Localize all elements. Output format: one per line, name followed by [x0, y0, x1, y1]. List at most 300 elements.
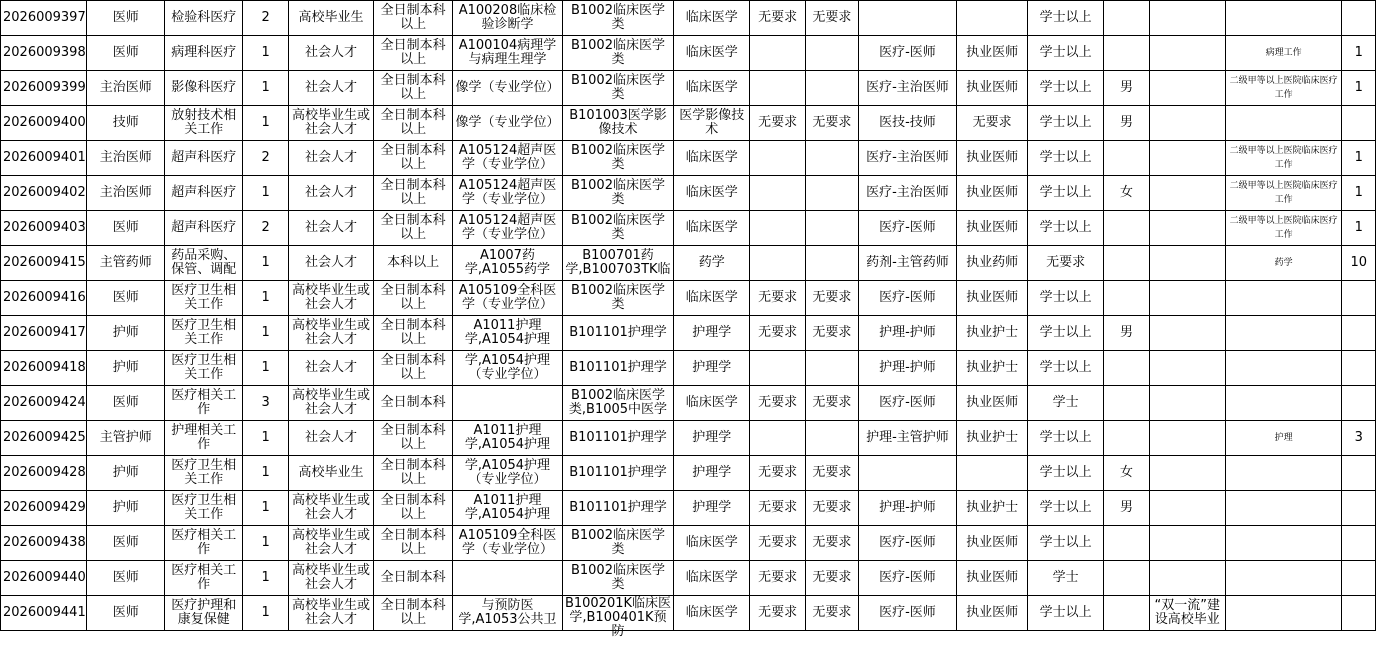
- experience-years-cell: [1342, 491, 1376, 526]
- undergrad-major-cell: [562, 595, 674, 639]
- major-name-cell: [674, 106, 750, 141]
- postgrad-major-text: 像学（专业学位）: [455, 80, 560, 95]
- major-name-text: 护理学: [692, 500, 732, 515]
- education-text: 全日制本科以上: [380, 108, 446, 137]
- degree-cell: [1028, 211, 1104, 246]
- education-cell: [374, 596, 453, 631]
- headcount-cell: [243, 106, 289, 141]
- applicant-type-cell: [288, 421, 373, 456]
- education-text: 全日制本科: [380, 395, 446, 410]
- qualification-text: 执业护士: [966, 430, 1019, 445]
- req-a-text: 无要求: [758, 465, 798, 480]
- experience-years-cell: [1342, 281, 1376, 316]
- undergrad-major-cell: [562, 176, 674, 211]
- work-experience-text: 二级甲等以上医院临床医疗工作: [1229, 146, 1338, 170]
- applicant-type-cell: [288, 596, 373, 631]
- qualification-cell: [957, 526, 1028, 561]
- title-category-text: 医技-技师: [879, 115, 936, 130]
- education-cell: [374, 281, 453, 316]
- job-duty-cell: [165, 421, 243, 456]
- degree-text: 学士以上: [1039, 150, 1092, 165]
- title-category-cell: [858, 596, 956, 631]
- post-name-text: 医师: [112, 290, 139, 305]
- work-experience-cell: [1225, 596, 1342, 631]
- postgrad-major-cell: [453, 176, 563, 211]
- applicant-type-cell: [288, 491, 373, 526]
- title-category-text: 医疗-主治医师: [866, 185, 949, 200]
- applicant-type-text: 社会人才: [305, 80, 358, 95]
- job-duty-text: 医疗相关工作: [171, 563, 237, 592]
- applicant-type-cell: [288, 176, 373, 211]
- job-duty-text: 医疗卫生相关工作: [171, 353, 237, 382]
- req-b-cell: [806, 386, 859, 421]
- headcount-cell: [243, 596, 289, 631]
- headcount-text: 1: [261, 500, 270, 515]
- title-category-cell: [858, 491, 956, 526]
- job-duty-cell: [165, 351, 243, 386]
- post-name-cell: [87, 106, 165, 141]
- req-a-cell: [750, 491, 806, 526]
- major-name-cell: [674, 1, 750, 36]
- headcount-text: 1: [261, 45, 270, 60]
- position-code-cell: [1, 246, 87, 281]
- headcount-text: 1: [261, 605, 270, 620]
- gender-cell: [1104, 421, 1150, 456]
- degree-cell: [1028, 246, 1104, 281]
- table-row: [1, 141, 1376, 176]
- post-name-cell: [87, 36, 165, 71]
- title-category-cell: [858, 246, 956, 281]
- req-a-text: 无要求: [758, 570, 798, 585]
- title-category-text: 医疗-主治医师: [866, 80, 949, 95]
- applicant-type-text: 社会人才: [305, 150, 358, 165]
- req-a-cell: [750, 71, 806, 106]
- post-name-cell: [87, 561, 165, 596]
- qualification-text: 执业医师: [966, 220, 1019, 235]
- position-code-text: 2026009428: [3, 465, 86, 480]
- gender-text: 男: [1119, 325, 1133, 340]
- major-name-cell: [674, 386, 750, 421]
- applicant-type-text: 社会人才: [305, 430, 358, 445]
- gender-cell: [1104, 561, 1150, 596]
- headcount-text: 1: [261, 290, 270, 305]
- education-text: 全日制本科以上: [380, 3, 446, 32]
- headcount-cell: [243, 456, 289, 491]
- post-name-text: 主管药师: [99, 255, 152, 270]
- applicant-type-text: 社会人才: [305, 255, 358, 270]
- table-row: [1, 211, 1376, 246]
- major-name-text: 临床医学: [685, 605, 738, 620]
- postgrad-major-cell: [453, 36, 563, 71]
- degree-text: 学士以上: [1039, 605, 1092, 620]
- education-text: 全日制本科以上: [380, 143, 446, 172]
- req-b-cell: [806, 526, 859, 561]
- job-duty-cell: [165, 71, 243, 106]
- education-text: 全日制本科以上: [380, 283, 446, 312]
- position-code-text: 2026009399: [3, 80, 86, 95]
- postgrad-major-text: 学,A1054护理（专业学位）: [464, 353, 551, 382]
- other-req-cell: [1149, 526, 1225, 561]
- req-a-cell: [750, 176, 806, 211]
- table-row: [1, 386, 1376, 421]
- postgrad-major-text: A100208临床检验诊断学: [458, 3, 557, 32]
- major-name-cell: [674, 281, 750, 316]
- degree-cell: [1028, 596, 1104, 631]
- headcount-text: 1: [261, 80, 270, 95]
- job-duty-text: 药品采购、保管、调配: [171, 248, 237, 277]
- position-code-text: 2026009441: [3, 605, 86, 620]
- req-b-text: 无要求: [812, 465, 852, 480]
- education-cell: [374, 1, 453, 36]
- work-experience-cell: [1225, 561, 1342, 596]
- table-row: [1, 176, 1376, 211]
- post-name-cell: [87, 491, 165, 526]
- major-name-cell: [674, 526, 750, 561]
- other-req-cell: [1149, 456, 1225, 491]
- post-name-text: 主治医师: [99, 150, 152, 165]
- undergrad-major-text: B100701药学,B100703TK临: [565, 248, 671, 277]
- postgrad-major-cell: [453, 106, 563, 141]
- work-experience-cell: [1225, 316, 1342, 351]
- education-text: 全日制本科以上: [380, 318, 446, 347]
- undergrad-major-text: B101101护理学: [569, 465, 667, 480]
- post-name-cell: [87, 176, 165, 211]
- job-duty-cell: [165, 561, 243, 596]
- job-duty-cell: [165, 281, 243, 316]
- education-cell: [374, 316, 453, 351]
- undergrad-major-cell: [562, 36, 674, 71]
- applicant-type-text: 高校毕业生或社会人才: [292, 388, 371, 417]
- undergrad-major-cell: [562, 491, 674, 526]
- education-cell: [374, 561, 453, 596]
- education-cell: [374, 421, 453, 456]
- postgrad-major-text: 学,A1054护理（专业学位）: [464, 458, 551, 487]
- qualification-cell: [957, 141, 1028, 176]
- title-category-cell: [858, 421, 956, 456]
- other-req-cell: [1149, 561, 1225, 596]
- qualification-cell: [957, 246, 1028, 281]
- experience-years-text: 1: [1354, 80, 1363, 95]
- qualification-cell: [957, 176, 1028, 211]
- req-b-text: 无要求: [812, 325, 852, 340]
- major-name-text: 临床医学: [685, 535, 738, 550]
- degree-cell: [1028, 316, 1104, 351]
- headcount-cell: [243, 211, 289, 246]
- degree-text: 学士以上: [1039, 10, 1092, 25]
- postgrad-major-text: A1007药学,A1055药学: [464, 248, 551, 277]
- degree-text: 学士以上: [1039, 290, 1092, 305]
- req-b-cell: [806, 596, 859, 631]
- other-req-cell: [1149, 386, 1225, 421]
- headcount-cell: [243, 281, 289, 316]
- req-b-cell: [806, 491, 859, 526]
- major-name-text: 护理学: [692, 430, 732, 445]
- degree-cell: [1028, 421, 1104, 456]
- gender-cell: [1104, 526, 1150, 561]
- work-experience-text: 二级甲等以上医院临床医疗工作: [1229, 76, 1338, 100]
- major-name-cell: [674, 596, 750, 631]
- undergrad-major-cell: [562, 106, 674, 141]
- req-a-cell: [750, 36, 806, 71]
- headcount-cell: [243, 246, 289, 281]
- job-duty-cell: [165, 526, 243, 561]
- experience-years-text: 10: [1350, 255, 1367, 270]
- undergrad-major-text: B1002临床医学类: [570, 563, 665, 592]
- postgrad-major-cell: [453, 211, 563, 246]
- position-code-cell: [1, 456, 87, 491]
- req-b-cell: [806, 211, 859, 246]
- table-row: [1, 561, 1376, 596]
- job-duty-cell: [165, 141, 243, 176]
- req-a-text: 无要求: [758, 115, 798, 130]
- applicant-type-cell: [288, 316, 373, 351]
- major-name-text: 护理学: [692, 325, 732, 340]
- education-text: 全日制本科以上: [380, 598, 446, 627]
- qualification-cell: [957, 71, 1028, 106]
- req-a-cell: [750, 351, 806, 386]
- degree-text: 学士以上: [1039, 45, 1092, 60]
- qualification-text: 执业医师: [966, 605, 1019, 620]
- major-name-text: 临床医学: [685, 395, 738, 410]
- undergrad-major-text: B1002临床医学类: [570, 3, 665, 32]
- post-name-text: 医师: [112, 10, 139, 25]
- qualification-cell: [957, 386, 1028, 421]
- education-text: 全日制本科以上: [380, 423, 446, 452]
- work-experience-text: 护理: [1274, 433, 1293, 443]
- headcount-cell: [243, 526, 289, 561]
- position-code-cell: [1, 526, 87, 561]
- qualification-text: 执业医师: [966, 570, 1019, 585]
- degree-cell: [1028, 1, 1104, 36]
- undergrad-major-cell: [562, 141, 674, 176]
- work-experience-text: 二级甲等以上医院临床医疗工作: [1229, 216, 1338, 240]
- title-category-cell: [858, 71, 956, 106]
- headcount-cell: [243, 351, 289, 386]
- experience-years-text: 1: [1354, 220, 1363, 235]
- position-code-text: 2026009400: [3, 115, 86, 130]
- table-row: [1, 106, 1376, 141]
- table-row: [1, 316, 1376, 351]
- post-name-text: 医师: [112, 535, 139, 550]
- qualification-cell: [957, 596, 1028, 631]
- title-category-text: 医疗-医师: [879, 605, 936, 620]
- undergrad-major-cell: [562, 211, 674, 246]
- undergrad-major-text: B101101护理学: [569, 500, 667, 515]
- undergrad-major-text: B100201K临床医学,B100401K预防: [564, 595, 672, 639]
- req-a-text: 无要求: [758, 535, 798, 550]
- position-code-cell: [1, 421, 87, 456]
- qualification-text: 执业医师: [966, 80, 1019, 95]
- post-name-text: 医师: [112, 395, 139, 410]
- headcount-text: 2: [261, 150, 270, 165]
- experience-years-cell: [1342, 596, 1376, 631]
- table-row: [1, 246, 1376, 281]
- undergrad-major-cell: [562, 316, 674, 351]
- applicant-type-text: 高校毕业生或社会人才: [292, 108, 371, 137]
- postgrad-major-cell: [453, 526, 563, 561]
- undergrad-major-cell: [562, 526, 674, 561]
- job-duty-text: 医疗卫生相关工作: [171, 493, 237, 522]
- applicant-type-cell: [288, 1, 373, 36]
- position-code-text: 2026009440: [3, 570, 86, 585]
- title-category-cell: [858, 176, 956, 211]
- education-cell: [374, 71, 453, 106]
- position-code-cell: [1, 596, 87, 631]
- degree-text: 学士以上: [1039, 220, 1092, 235]
- req-a-cell: [750, 596, 806, 631]
- req-b-cell: [806, 36, 859, 71]
- req-a-text: 无要求: [758, 325, 798, 340]
- headcount-text: 1: [261, 535, 270, 550]
- gender-text: 男: [1119, 80, 1133, 95]
- experience-years-cell: [1342, 456, 1376, 491]
- education-cell: [374, 386, 453, 421]
- postgrad-major-text: A105124超声医学（专业学位）: [458, 213, 557, 242]
- postgrad-major-text: A100104病理学与病理生理学: [458, 38, 557, 67]
- degree-cell: [1028, 36, 1104, 71]
- req-b-cell: [806, 106, 859, 141]
- other-req-cell: [1149, 491, 1225, 526]
- major-name-text: 临床医学: [685, 290, 738, 305]
- req-b-cell: [806, 456, 859, 491]
- position-code-text: 2026009418: [3, 360, 86, 375]
- title-category-cell: [858, 386, 956, 421]
- postgrad-major-cell: [453, 281, 563, 316]
- other-req-cell: [1149, 1, 1225, 36]
- degree-cell: [1028, 526, 1104, 561]
- job-duty-text: 检验科医疗: [171, 10, 237, 25]
- req-b-cell: [806, 281, 859, 316]
- education-cell: [374, 526, 453, 561]
- other-req-cell: [1149, 71, 1225, 106]
- applicant-type-text: 社会人才: [305, 185, 358, 200]
- position-code-text: 2026009438: [3, 535, 86, 550]
- other-req-cell: [1149, 596, 1225, 631]
- applicant-type-cell: [288, 141, 373, 176]
- work-experience-cell: [1225, 106, 1342, 141]
- undergrad-major-cell: [562, 1, 674, 36]
- undergrad-major-text: B101101护理学: [569, 360, 667, 375]
- major-name-text: 临床医学: [685, 80, 738, 95]
- undergrad-major-text: B1002临床医学类: [570, 283, 665, 312]
- job-duty-text: 护理相关工作: [171, 423, 237, 452]
- other-req-cell: [1149, 421, 1225, 456]
- experience-years-cell: [1342, 71, 1376, 106]
- qualification-text: 执业药师: [966, 255, 1019, 270]
- title-category-cell: [858, 1, 956, 36]
- gender-cell: [1104, 1, 1150, 36]
- major-name-cell: [674, 36, 750, 71]
- gender-cell: [1104, 351, 1150, 386]
- other-req-cell: [1149, 36, 1225, 71]
- applicant-type-text: 高校毕业生或社会人才: [292, 528, 371, 557]
- post-name-text: 技师: [112, 115, 139, 130]
- gender-cell: [1104, 106, 1150, 141]
- title-category-cell: [858, 526, 956, 561]
- post-name-text: 护师: [112, 325, 139, 340]
- undergrad-major-cell: [562, 421, 674, 456]
- title-category-text: 医疗-医师: [879, 45, 936, 60]
- title-category-text: 护理-主管护师: [866, 430, 949, 445]
- req-a-cell: [750, 1, 806, 36]
- position-code-cell: [1, 141, 87, 176]
- degree-cell: [1028, 491, 1104, 526]
- postgrad-major-text: 与预防医学,A1053公共卫: [458, 598, 557, 627]
- title-category-text: 护理-护师: [879, 360, 936, 375]
- gender-cell: [1104, 596, 1150, 631]
- headcount-cell: [243, 561, 289, 596]
- gender-text: 男: [1119, 115, 1133, 130]
- title-category-text: 护理-护师: [879, 500, 936, 515]
- job-duty-text: 医疗护理和康复保健: [171, 598, 237, 627]
- major-name-text: 临床医学: [685, 45, 738, 60]
- work-experience-cell: [1225, 1, 1342, 36]
- job-duty-cell: [165, 456, 243, 491]
- req-a-text: 无要求: [758, 500, 798, 515]
- degree-text: 学士以上: [1039, 430, 1092, 445]
- major-name-cell: [674, 491, 750, 526]
- post-name-text: 医师: [112, 220, 139, 235]
- position-code-cell: [1, 36, 87, 71]
- undergrad-major-cell: [562, 561, 674, 596]
- position-code-cell: [1, 561, 87, 596]
- gender-cell: [1104, 316, 1150, 351]
- other-req-cell: [1149, 106, 1225, 141]
- job-duty-text: 医疗卫生相关工作: [171, 458, 237, 487]
- major-name-text: 临床医学: [685, 185, 738, 200]
- req-a-cell: [750, 316, 806, 351]
- applicant-type-text: 高校毕业生或社会人才: [292, 493, 371, 522]
- education-cell: [374, 351, 453, 386]
- postgrad-major-cell: [453, 561, 563, 596]
- experience-years-cell: [1342, 526, 1376, 561]
- education-cell: [374, 211, 453, 246]
- job-duty-cell: [165, 211, 243, 246]
- work-experience-cell: [1225, 421, 1342, 456]
- postgrad-major-text: A1011护理学,A1054护理: [464, 493, 551, 522]
- req-b-cell: [806, 561, 859, 596]
- education-text: 全日制本科以上: [380, 528, 446, 557]
- degree-cell: [1028, 71, 1104, 106]
- experience-years-text: 1: [1354, 185, 1363, 200]
- work-experience-cell: [1225, 281, 1342, 316]
- work-experience-text: 二级甲等以上医院临床医疗工作: [1229, 181, 1338, 205]
- applicant-type-text: 社会人才: [305, 360, 358, 375]
- applicant-type-cell: [288, 71, 373, 106]
- job-duty-text: 放射技术相关工作: [171, 108, 237, 137]
- qualification-cell: [957, 561, 1028, 596]
- major-name-cell: [674, 456, 750, 491]
- post-name-cell: [87, 316, 165, 351]
- postgrad-major-text: A1011护理学,A1054护理: [464, 318, 551, 347]
- applicant-type-text: 高校毕业生或社会人才: [292, 318, 371, 347]
- applicant-type-cell: [288, 526, 373, 561]
- title-category-cell: [858, 36, 956, 71]
- headcount-cell: [243, 36, 289, 71]
- major-name-text: 医学影像技术: [679, 108, 745, 137]
- gender-cell: [1104, 281, 1150, 316]
- postgrad-major-cell: [453, 1, 563, 36]
- degree-cell: [1028, 561, 1104, 596]
- degree-cell: [1028, 456, 1104, 491]
- table-row: [1, 526, 1376, 561]
- applicant-type-cell: [288, 386, 373, 421]
- headcount-cell: [243, 421, 289, 456]
- job-duty-cell: [165, 106, 243, 141]
- gender-cell: [1104, 141, 1150, 176]
- req-b-cell: [806, 351, 859, 386]
- work-experience-cell: [1225, 141, 1342, 176]
